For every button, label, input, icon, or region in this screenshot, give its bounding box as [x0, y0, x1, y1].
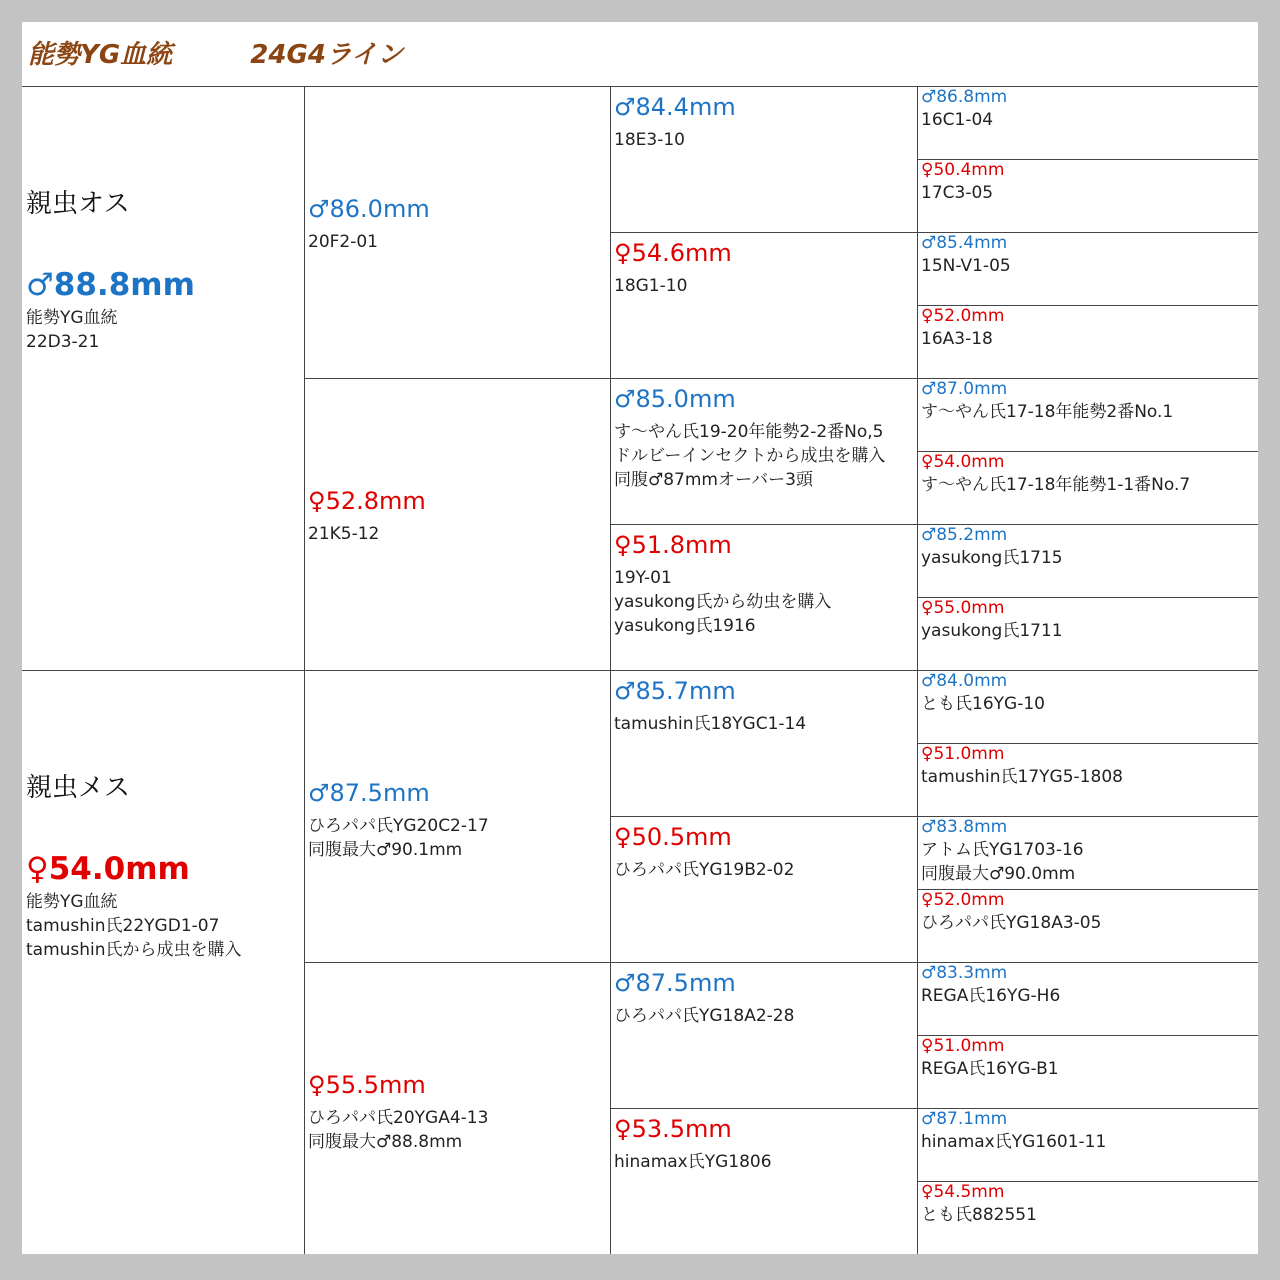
gen3-id: tamushin氏18YGC1-14	[614, 714, 807, 734]
gen2-cell	[308, 778, 489, 862]
gen4-id: yasukong氏1715	[921, 548, 1063, 568]
parent-id: 22D3-21	[26, 332, 100, 352]
gen2-cell	[308, 194, 430, 254]
gen3-size: ♀50.5mm	[614, 823, 732, 851]
gen4-cell	[921, 232, 1011, 278]
gen4-size: ♂83.8mm	[921, 817, 1008, 837]
gen3-size: ♀54.6mm	[614, 239, 732, 267]
sire-cell	[26, 188, 195, 354]
gen2-id: ひろパパ氏YG20C2-17	[308, 816, 489, 836]
gen4-cell	[921, 962, 1060, 1008]
gen4-size: ♀52.0mm	[921, 890, 1005, 910]
gen4-cell	[921, 597, 1063, 643]
gen4-cell	[921, 889, 1101, 935]
gen2-cell	[308, 486, 426, 546]
parent-id: tamushin氏から成虫を購入	[26, 940, 242, 960]
parent-label: 親虫オス	[26, 189, 130, 219]
gen4-id: 16A3-18	[921, 329, 993, 349]
gen4-id: yasukong氏1711	[921, 621, 1063, 641]
pedigree-sheet	[22, 22, 1258, 1254]
gen3-id: hinamax氏YG1806	[614, 1152, 772, 1172]
gen4-cell	[921, 743, 1123, 789]
gen4-cell	[921, 378, 1173, 424]
gen4-cell	[921, 159, 1004, 205]
gen2-id: 同腹最大♂90.1mm	[308, 840, 463, 860]
parent-id: 能勢YG血統	[26, 308, 118, 328]
gen4-size: ♀54.0mm	[921, 452, 1005, 472]
gen3-cell	[614, 384, 885, 492]
gen4-size: ♀55.0mm	[921, 598, 1005, 618]
gen3-size: ♂85.0mm	[614, 385, 736, 413]
gen3-cell	[614, 968, 794, 1028]
gen4-id: 15N-V1-05	[921, 256, 1011, 276]
gen4-size: ♂85.2mm	[921, 525, 1008, 545]
gen3-id: 18G1-10	[614, 276, 688, 296]
title-right: 24G4ライン	[250, 40, 404, 70]
gen2-size: ♂86.0mm	[308, 195, 430, 223]
gen3-cell	[614, 822, 794, 882]
gen4-size: ♂86.8mm	[921, 87, 1008, 107]
gen4-cell	[921, 1108, 1106, 1154]
gen4-cell	[921, 816, 1084, 886]
gen3-id: ひろパパ氏YG18A2-28	[614, 1006, 795, 1026]
gen4-size: ♀51.0mm	[921, 744, 1005, 764]
gen4-id: 同腹最大♂90.0mm	[921, 864, 1076, 884]
gen4-id: とも氏882551	[921, 1205, 1037, 1225]
gen2-id: 同腹最大♂88.8mm	[308, 1132, 463, 1152]
gen4-cell	[921, 670, 1045, 716]
gen4-cell	[921, 305, 1004, 351]
gen3-cell	[614, 530, 831, 638]
parent-id: tamushin氏22YGD1-07	[26, 916, 220, 936]
gen3-cell	[614, 676, 806, 736]
gen4-cell	[921, 524, 1063, 570]
gen3-size: ♀51.8mm	[614, 531, 732, 559]
parent-label: 親虫メス	[26, 773, 131, 803]
title-left: 能勢YG血統	[28, 40, 173, 70]
gen3-id: 19Y-01	[614, 568, 672, 588]
gen3-id: yasukong氏1916	[614, 616, 756, 636]
parent-size: ♂88.8mm	[26, 267, 195, 303]
gen4-id: REGA氏16YG-B1	[921, 1059, 1059, 1079]
gen4-id: hinamax氏YG1601-11	[921, 1132, 1107, 1152]
gen3-cell	[614, 1114, 772, 1174]
gen2-id: ひろパパ氏20YGA4-13	[308, 1108, 489, 1128]
gen4-cell	[921, 86, 1007, 132]
gen4-size: ♂83.3mm	[921, 963, 1008, 983]
gen4-id: ひろパパ氏YG18A3-05	[921, 913, 1102, 933]
gen4-id: tamushin氏17YG5-1808	[921, 767, 1123, 787]
parent-id: 能勢YG血統	[26, 892, 118, 912]
header-divider	[22, 86, 1258, 87]
gen2-size: ♀55.5mm	[308, 1071, 426, 1099]
gen4-id: す～やん氏17-18年能勢2番No.1	[921, 402, 1174, 422]
gen2-size: ♀52.8mm	[308, 487, 426, 515]
gen3-size: ♂87.5mm	[614, 969, 736, 997]
gen3-id: す～やん氏19-20年能勢2-2番No,5	[614, 422, 884, 442]
gen3-size: ♂84.4mm	[614, 93, 736, 121]
gen4-id: アトム氏YG1703-16	[921, 840, 1084, 860]
dam-cell	[26, 772, 242, 962]
gen4-id: 16C1-04	[921, 110, 994, 130]
page-title	[28, 34, 403, 71]
gen3-size: ♀53.5mm	[614, 1115, 732, 1143]
gen4-cell	[921, 1035, 1059, 1081]
gen4-size: ♀51.0mm	[921, 1036, 1005, 1056]
gen4-cell	[921, 451, 1190, 497]
gen4-size: ♂85.4mm	[921, 233, 1008, 253]
gen4-size: ♂84.0mm	[921, 671, 1008, 691]
gen3-size: ♂85.7mm	[614, 677, 736, 705]
gen3-id: yasukong氏から幼虫を購入	[614, 592, 832, 612]
gen3-id: ドルビーインセクトから成虫を購入	[614, 446, 886, 466]
gen2-id: 20F2-01	[308, 232, 378, 252]
gen2-cell	[308, 1070, 488, 1154]
parent-size: ♀54.0mm	[26, 851, 190, 887]
gen4-cell	[921, 1181, 1037, 1227]
gen4-size: ♂87.0mm	[921, 379, 1008, 399]
gen3-id: 18E3-10	[614, 130, 685, 150]
gen3-id: ひろパパ氏YG19B2-02	[614, 860, 795, 880]
gen4-id: 17C3-05	[921, 183, 994, 203]
gen3-cell	[614, 238, 732, 298]
gen4-id: す～やん氏17-18年能勢1-1番No.7	[921, 475, 1191, 495]
gen2-id: 21K5-12	[308, 524, 380, 544]
gen3-id: 同腹♂87mmオーバー3頭	[614, 470, 813, 490]
gen4-size: ♀52.0mm	[921, 306, 1005, 326]
gen2-size: ♂87.5mm	[308, 779, 430, 807]
gen4-size: ♂87.1mm	[921, 1109, 1008, 1129]
gen4-id: REGA氏16YG-H6	[921, 986, 1061, 1006]
gen3-cell	[614, 92, 736, 152]
gen4-size: ♀50.4mm	[921, 160, 1005, 180]
gen4-size: ♀54.5mm	[921, 1182, 1005, 1202]
gen4-id: とも氏16YG-10	[921, 694, 1045, 714]
